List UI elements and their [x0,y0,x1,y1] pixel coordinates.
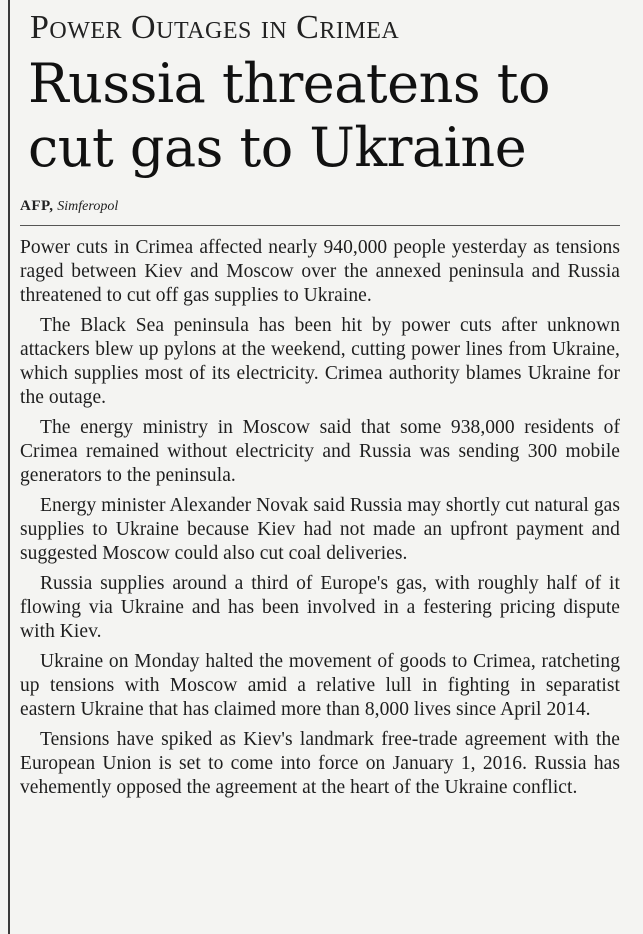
article-headline: Russia threatens to cut gas to Ukraine [28,52,550,179]
article-body [20,236,620,800]
paragraph: Russia supplies around a third of Europe's gas, with roughly half of it flowing via Ukraine and has been involved in a festering pricing dispute with Kiev. [20,573,620,642]
news-article [20,8,620,800]
byline-place: Simferopol [57,199,119,214]
paragraph: The energy ministry in Moscow said that some 938,000 residents of Crimea remained without electricity and Russia was sending 300 mobile generators to the peninsula. [20,417,620,486]
article-kicker: Power Outages in Crimea [30,9,400,46]
paragraph: Ukraine on Monday halted the movement of goods to Crimea, ratcheting up tensions with Moscow amid a relative lull in fighting in separatist eastern Ukraine that has claimed more than 8,000 lives since April 2014. [20,651,620,720]
byline-divider [20,225,620,226]
byline-agency: AFP, [20,198,54,214]
column-rule [8,0,10,934]
paragraph: Energy minister Alexander Novak said Russia may shortly cut natural gas supplies to Ukraine because Kiev had not made an upfront payment and suggested Moscow could also cut coal deliveries. [20,495,620,564]
article-byline [20,198,620,215]
paragraph: The Black Sea peninsula has been hit by power cuts after unknown attackers blew up pylons at the weekend, cutting power lines from Ukraine, which supplies most of its electricity. Crimea authority blames Ukraine for the outage. [20,315,620,408]
paragraph: Power cuts in Crimea affected nearly 940,000 people yesterday as tensions raged between Kiev and Moscow over the annexed peninsula and Russia threatened to cut off gas supplies to Ukraine. [20,237,620,306]
paragraph: Tensions have spiked as Kiev's landmark free-trade agreement with the European Union is set to come into force on January 1, 2016. Russia has vehemently opposed the agreement at the heart of the Ukraine conflict. [20,729,620,798]
